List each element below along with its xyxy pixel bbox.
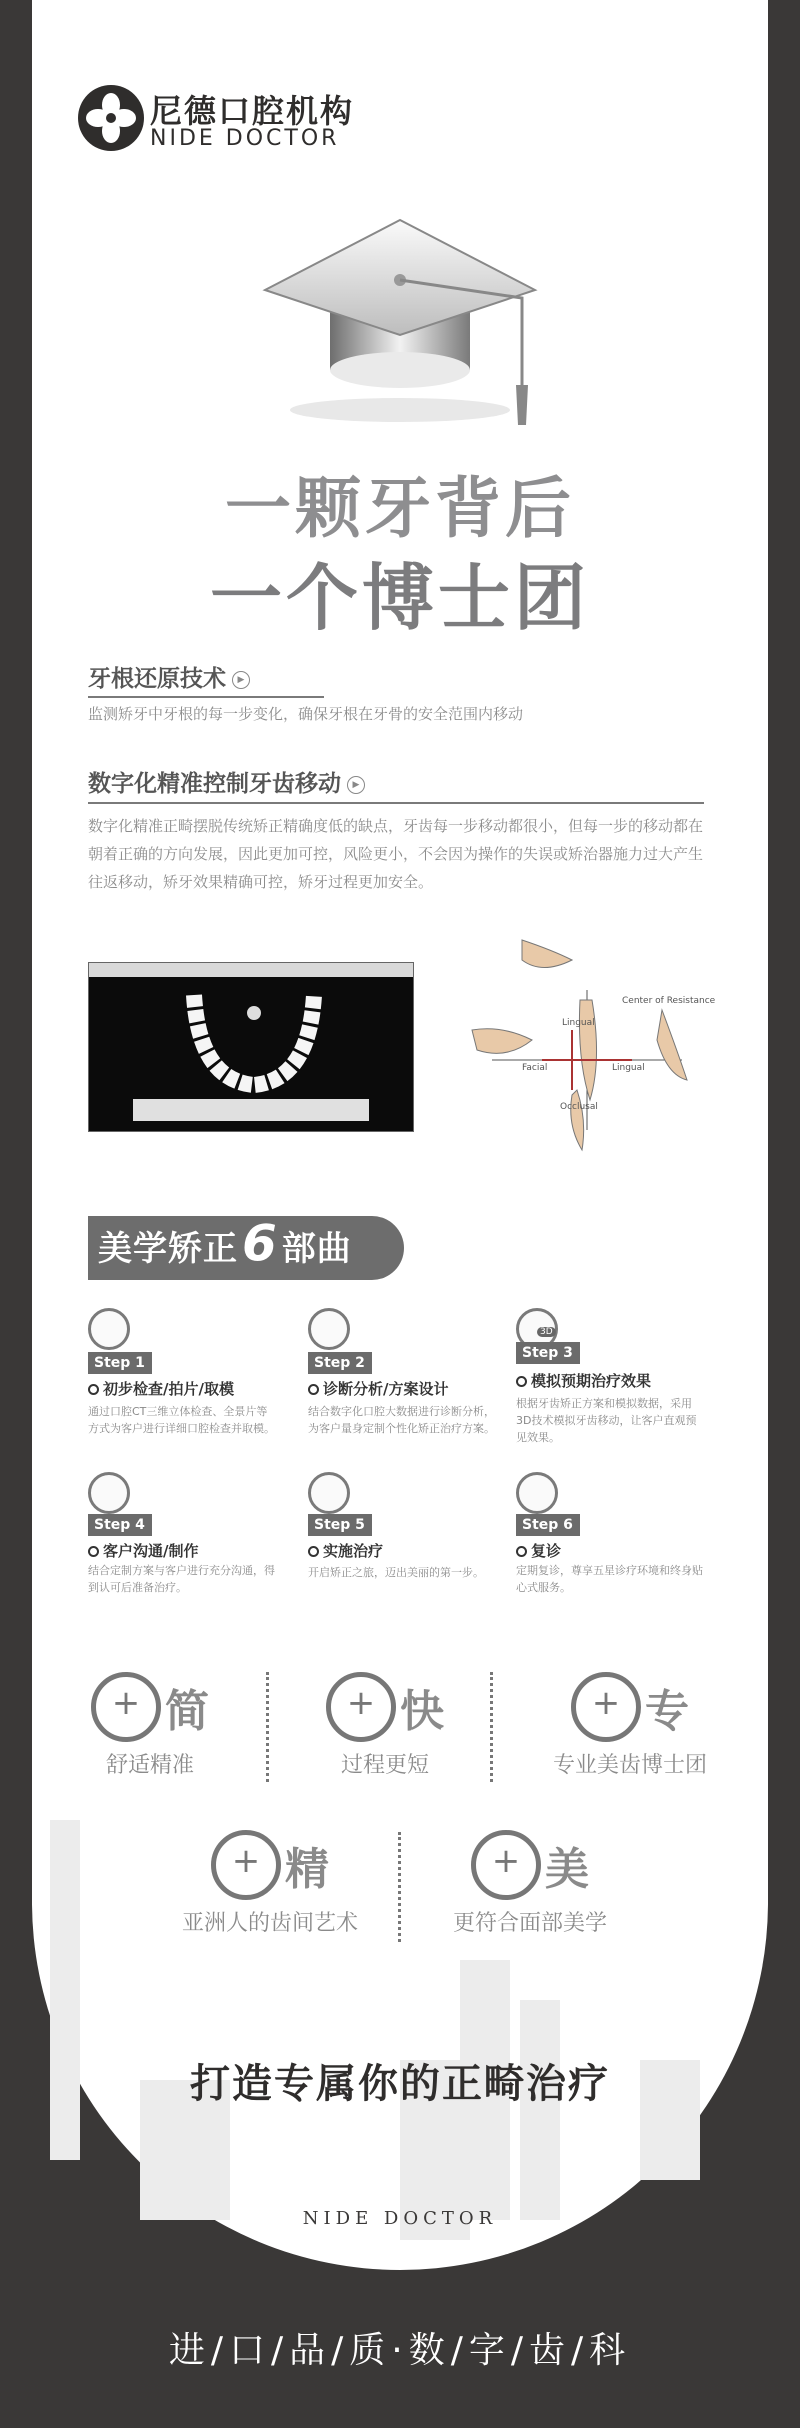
tooth-search-icon [88, 1308, 130, 1350]
step-title-text: 模拟预期治疗效果 [531, 1372, 652, 1390]
feature-word: 精 [285, 1844, 329, 1895]
clock-icon [326, 1672, 396, 1742]
tooth-force-diagram [462, 930, 722, 1170]
step-title [308, 1540, 383, 1561]
bullet-icon [308, 1546, 319, 1557]
feature-fast [275, 1672, 495, 1779]
feature-sub: 过程更短 [340, 1753, 429, 1778]
feature-precise [160, 1830, 380, 1937]
feature-sub: 舒适精准 [105, 1753, 194, 1778]
clock-icon [211, 1830, 281, 1900]
building-silhouette [520, 2000, 560, 2220]
banner-text-pre: 美学矫正 [98, 1229, 238, 1269]
section-title-text: 牙根还原技术 [88, 666, 226, 692]
section-text-root-restore: 监测矫牙中牙根的每一步变化，确保牙根在牙骨的安全范围内移动 [88, 705, 524, 723]
step-badge: Step 2 [308, 1352, 372, 1374]
step-desc: 结合定制方案与客户进行充分沟通，得到认可后准备治疗。 [88, 1564, 275, 1594]
footer-tagline: 进/口/品/质·数/字/齿/科 [168, 2330, 632, 2371]
bullet-icon [516, 1546, 527, 1557]
brand-bottom: NIDE DOCTOR [302, 2208, 498, 2229]
step-desc: 通过口腔CT三维立体检查、全景片等方式为客户进行详细口腔检查并取模。 [88, 1405, 275, 1435]
step-desc: 定期复诊，尊享五星诊疗环境和终身贴心式服务。 [516, 1564, 703, 1594]
step-title-text: 初步检查/拍片/取模 [103, 1380, 234, 1398]
step-badge: Step 6 [516, 1514, 580, 1536]
tooth-treat-icon [308, 1472, 350, 1514]
feature-sub: 更符合面部美学 [452, 1911, 607, 1936]
headline-line2: 一个博士团 [209, 556, 590, 640]
feature-sub: 亚洲人的齿间艺术 [181, 1911, 358, 1936]
step-title-text: 诊断分析/方案设计 [323, 1380, 449, 1398]
step-title-text: 客户沟通/制作 [103, 1542, 199, 1560]
section-underline [88, 802, 704, 804]
clock-icon [91, 1672, 161, 1742]
feature-simple [40, 1672, 260, 1779]
feature-word: 快 [400, 1686, 444, 1737]
dotted-divider [398, 1832, 401, 1942]
dotted-divider [266, 1672, 269, 1782]
feature-sub: 专业美齿博士团 [552, 1753, 707, 1778]
headline-line1: 一颗牙背后 [225, 470, 575, 547]
step-title [308, 1378, 448, 1399]
step-title [516, 1540, 561, 1561]
clock-icon [571, 1672, 641, 1742]
step-title-text: 复诊 [531, 1542, 562, 1560]
section-title-digital-control [88, 765, 365, 798]
tag-3d: 3D [537, 1327, 556, 1337]
play-icon: ▶ [232, 671, 250, 689]
software-timeline [133, 1099, 369, 1121]
brand-name-cn: 尼德口腔机构 [150, 92, 355, 130]
bullet-icon [88, 1384, 99, 1395]
play-icon: ▶ [347, 776, 365, 794]
bullet-icon [88, 1546, 99, 1557]
label-center-resistance: Center of Resistance [622, 996, 716, 1006]
step-desc: 根据牙齿矫正方案和模拟数据，采用3D技术模拟牙齿移动，让客户直观预见效果。 [516, 1397, 697, 1444]
graduation-cap-icon [250, 210, 550, 440]
label-lingual-right: Lingual [612, 1063, 645, 1073]
feature-word: 专 [645, 1686, 689, 1737]
feature-word: 美 [545, 1844, 589, 1895]
banner-number: 6 [242, 1214, 278, 1272]
feature-beauty [420, 1830, 640, 1937]
step-badge: Step 3 [516, 1342, 580, 1364]
bullet-icon [308, 1384, 319, 1395]
clock-icon [471, 1830, 541, 1900]
label-occlusal: Occlusal [560, 1102, 598, 1112]
slogan: 打造专属你的正畸治疗 [190, 2061, 610, 2107]
step-title [88, 1540, 198, 1561]
step-desc: 结合数字化口腔大数据进行诊断分析，为客户量身定制个性化矫正治疗方案。 [308, 1405, 495, 1435]
logo-flower-icon [78, 85, 144, 151]
step-desc: 开启矫正之旅，迈出美丽的第一步。 [308, 1566, 484, 1579]
step-title [88, 1378, 234, 1399]
section-title-text: 数字化精准控制牙齿移动 [88, 771, 341, 797]
section-underline [88, 696, 324, 698]
dental-software-screenshot [88, 962, 414, 1132]
software-toolbar [89, 963, 413, 977]
building-silhouette [50, 1820, 80, 2160]
section-text-digital-control: 数字化精准正畸摆脱传统矫正精确度低的缺点，牙齿每一步移动都很小，但每一步的移动都在朝着正确的方向发展，因此更加可控，风险更小，不会因为操作的失误或矫治器施力过大产生往返移动，矫牙效果精确可控，矫牙过程更加安全。 [88, 817, 704, 891]
tooth-chat-icon [88, 1472, 130, 1514]
six-steps-banner-title [98, 1214, 352, 1272]
step-title-text: 实施治疗 [323, 1542, 384, 1560]
step-badge: Step 5 [308, 1514, 372, 1536]
step-badge: Step 4 [88, 1514, 152, 1536]
feature-word: 简 [165, 1686, 209, 1737]
banner-text-post: 部曲 [281, 1229, 352, 1269]
section-title-root-restore [88, 660, 250, 693]
label-lingual-top: Lingual [562, 1018, 595, 1028]
step-title [516, 1370, 651, 1391]
tooth-plan-icon [308, 1308, 350, 1350]
brand-name-en: NIDE DOCTOR [150, 126, 340, 151]
bullet-icon [516, 1376, 527, 1387]
dotted-divider [490, 1672, 493, 1782]
tooth-revisit-icon [516, 1472, 558, 1514]
step-badge: Step 1 [88, 1352, 152, 1374]
dental-arch-image [179, 985, 329, 1095]
feature-pro [520, 1672, 740, 1779]
label-facial: Facial [522, 1063, 548, 1073]
